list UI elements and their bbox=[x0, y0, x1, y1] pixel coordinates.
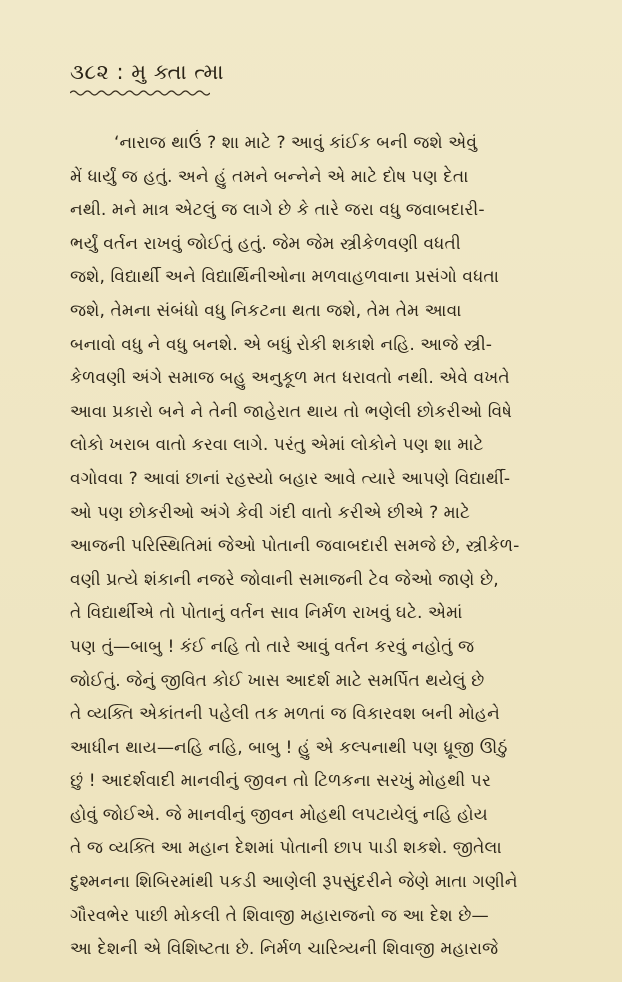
text-line: વગોવવા ? આવાં છાનાં રહસ્યો બહાર આવે ત્યારે આપણે વિદ્યાર્થી- bbox=[70, 468, 511, 489]
text-line: ભર્યું વર્તન રાખવું જોઈતું હતું. જેમ જેમ સ્ત્રીકેળવણી વધતી bbox=[70, 233, 461, 254]
text-line: મેં ધાર્યું જ હતું. અને હું તમને બન્નેને એ માટે દોષ પણ દેતા bbox=[70, 166, 469, 187]
text-line: તે વ્યક્તિ એકાંતની પહેલી તક મળતાં જ વિકારવશ બની મોહને bbox=[70, 704, 500, 725]
wavy-underline bbox=[70, 89, 210, 97]
text-line: તે જ વ્યક્તિ આ મહાન દેશમાં પોતાની છાપ પાડી શકશે. જીતેલા bbox=[70, 838, 502, 859]
text-line: લોકો ખરાબ વાતો કરવા લાગે. પરંતુ એમાં લોકોને પણ શા માટે bbox=[70, 435, 484, 456]
running-header bbox=[70, 60, 224, 97]
text-line: ઓ પણ છોકરીઓ અંગે કેવી ગંદી વાતો કરીએ છીએ ? માટે bbox=[70, 502, 471, 523]
page-number-and-book-title: ૩૮૨ : મુ ક્તા ત્મા bbox=[70, 60, 225, 84]
text-line: નથી. મને માત્ર એટલું જ લાગે છે કે તારે જરા વધુ જવાબદારી- bbox=[70, 200, 485, 221]
text-line: હોવું જોઈએ. જે માનવીનું જીવન મોહથી લપટાયેલું નહિ હોય bbox=[70, 804, 488, 825]
text-line: આ દેશની એ વિશિષ્ટતા છે. નિર્મળ ચારિત્ર્યની શિવાજી મહારાજે bbox=[70, 939, 499, 960]
text-line: ગૌરવભેર પાછી મોકલી તે શિવાજી મહારાજનો જ આ દેશ છે— bbox=[70, 905, 489, 926]
text-line: છું ! આદર્શવાદી માનવીનું જીવન તો ટિળકના સરખું મોહથી પર bbox=[70, 771, 491, 792]
text-line: તે વિદ્યાર્થીએ તો પોતાનું વર્તન સાવ નિર્મળ રાખવું ઘટે. એમાં bbox=[70, 603, 463, 624]
text-line: જશે, તેમના સંબંધો વધુ નિકટના થતા જશે, તેમ તેમ આવા bbox=[70, 300, 462, 321]
text-line: વણી પ્રત્યે શંકાની નજરે જોવાની સમાજની ટેવ જેઓ જાણે છે, bbox=[70, 569, 499, 590]
text-line: પણ તું—બાબુ ! કંઈ નહિ તો તારે આવું વર્તન કરવું નહોતું જ bbox=[70, 636, 475, 657]
text-line: દુશ્મનના શિબિરમાંથી પકડી આણેલી રૂપસુંદરીને જેણે માતા ગણીને bbox=[70, 872, 518, 893]
text-line: જોઈતું. જેનું જીવિત કોઈ ખાસ આદર્શ માટે સમર્પિત થયેલું છે bbox=[70, 670, 485, 691]
text-line: આધીન થાય—નહિ નહિ, બાબુ ! હું એ કલ્પનાથી પણ ધ્રૂજી ઊઠું bbox=[70, 737, 508, 758]
text-line: બનાવો વધુ ને વધુ બનશે. એ બધું રોકી શકાશે નહિ. આજે સ્ત્રી- bbox=[70, 334, 492, 355]
body-paragraph bbox=[70, 127, 574, 967]
text-line: કેળવણી અંગે સમાજ બહુ અનુકૂળ મત ધરાવતો નથી. એવે વખતે bbox=[70, 368, 510, 389]
text-line: ‘નારાજ થાઉં ? શા માટે ? આવું કાંઈક બની જશે એવું bbox=[114, 133, 478, 153]
text-line: આજની પરિસ્થિતિમાં જેઓ પોતાની જવાબદારી સમજે છે, સ્ત્રીકેળ- bbox=[70, 536, 520, 557]
text-line: જશે, વિદ્યાર્થી અને વિદ્યાર્થિનીઓના મળવાહળવાના પ્રસંગો વધતા bbox=[70, 267, 500, 288]
text-line: આવા પ્રકારો બને ને તેની જાહેરાત થાય તો ભણેલી છોકરીઓ વિષે bbox=[70, 401, 512, 422]
